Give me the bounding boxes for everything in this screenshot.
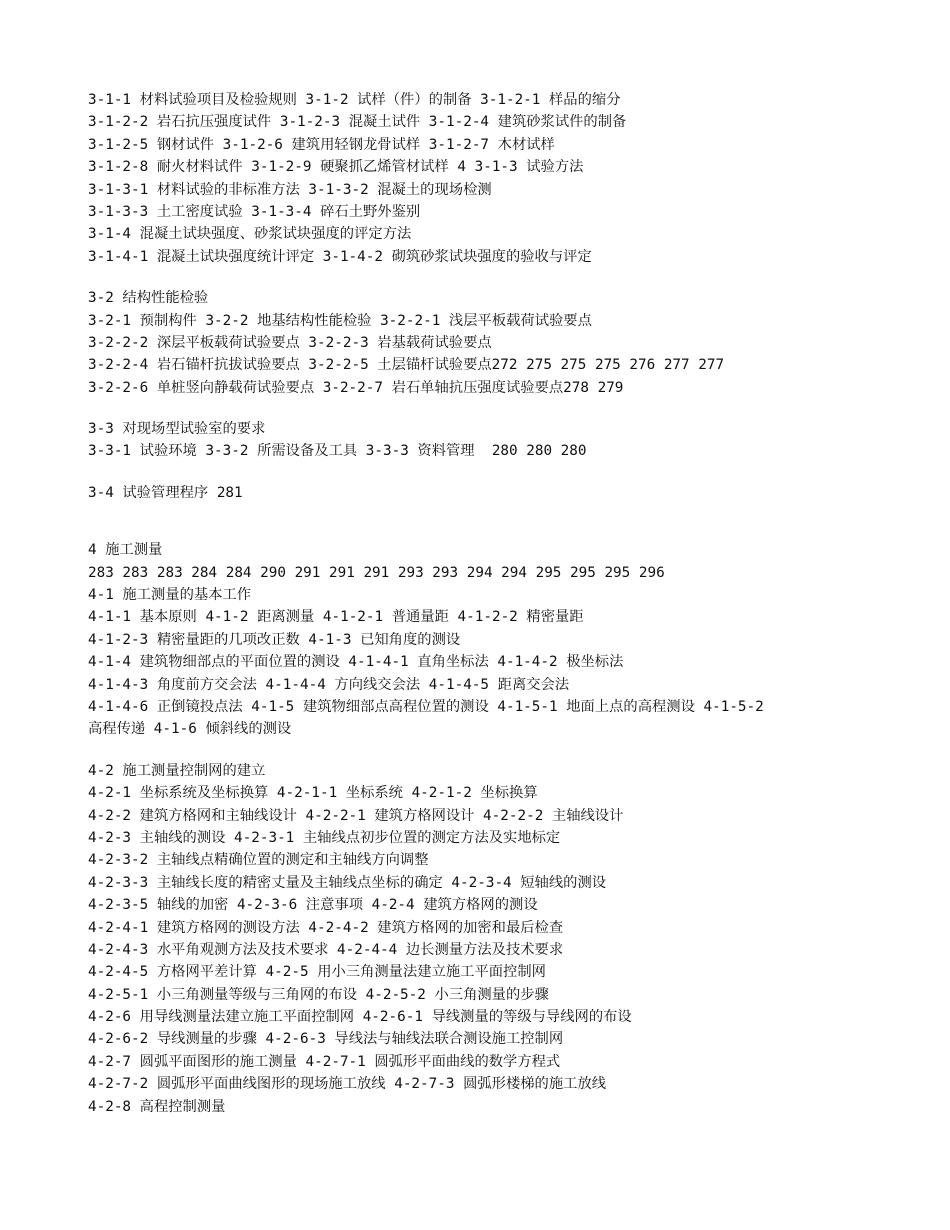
text-line: 4-2-5-1 小三角测量等级与三角网的布设 4-2-5-2 小三角测量的步骤 — [88, 986, 549, 1003]
text-line: 4-2-3-5 轴线的加密 4-2-3-6 注意事项 4-2-4 建筑方格网的测设 — [88, 897, 538, 914]
text-line: 3-2-2-2 深层平板载荷试验要点 3-2-2-3 岩基载荷试验要点 — [88, 334, 492, 351]
document-page — [88, 89, 878, 1118]
text-line: 4-1-2-3 精密量距的几项改正数 4-1-3 已知角度的测设 — [88, 631, 461, 648]
spacer — [88, 504, 878, 539]
block-3-2 — [88, 287, 878, 399]
text-line: 4-2-3-3 主轴线长度的精密丈量及主轴线点坐标的确定 4-2-3-4 短轴线的测设 — [88, 874, 607, 891]
text-line: 3-1-2-2 岩石抗压强度试件 3-1-2-3 混凝土试件 3-1-2-4 建筑砂浆试件的制备 — [88, 114, 627, 131]
text-line: 4-2-3 主轴线的测设 4-2-3-1 主轴线点初步位置的测定方法及实地标定 — [88, 829, 561, 846]
text-line: 4-2-2 建筑方格网和主轴线设计 4-2-2-1 建筑方格网设计 4-2-2-2 主轴线设计 — [88, 807, 624, 824]
text-line: 3-1-2-5 钢材试件 3-1-2-6 建筑用轻钢龙骨试样 3-1-2-7 木材试样 — [88, 136, 555, 153]
text-line: 3-1-2-8 耐火材料试件 3-1-2-9 硬聚抓乙烯管材试样 4 3-1-3 试验方法 — [88, 159, 584, 176]
text-line: 3-1-4-1 混凝土试块强度统计评定 3-1-4-2 砌筑砂浆试块强度的验收与评定 — [88, 248, 592, 265]
text-line: 3-2-2-4 岩石锚杆抗拔试验要点 3-2-2-5 土层锚杆试验要点272 275 275 275 276 277 277 — [88, 357, 725, 374]
section-heading: 4-2 施工测量控制网的建立 — [88, 762, 266, 779]
text-line: 4-2-3-2 主轴线点精确位置的测定和主轴线方向调整 — [88, 852, 429, 869]
page-numbers-line: 283 283 283 284 284 290 291 291 291 293 293 294 294 295 295 295 296 — [88, 564, 665, 581]
text-line: 4-1-4 建筑物细部点的平面位置的测设 4-1-4-1 直角坐标法 4-1-4-2 极坐标法 — [88, 654, 624, 671]
spacer — [88, 268, 878, 287]
text-line: 4-2-7-2 圆弧形平面曲线图形的现场施工放线 4-2-7-3 圆弧形楼梯的施工放线 — [88, 1076, 607, 1093]
text-line: 4-2-6 用导线测量法建立施工平面控制网 4-2-6-1 导线测量的等级与导线网的布设 — [88, 1009, 632, 1026]
text-line: 3-2-2-6 单桩竖向静载荷试验要点 3-2-2-7 岩石单轴抗压强度试验要点278 279 — [88, 379, 624, 396]
text-line: 3-1-4 混凝土试块强度、砂浆试块强度的评定方法 — [88, 226, 412, 243]
text-line: 4-2-4-3 水平角观测方法及技术要求 4-2-4-4 边长测量方法及技术要求 — [88, 941, 564, 958]
section-heading: 4-1 施工测量的基本工作 — [88, 587, 252, 604]
text-line: 4-2-4-5 方格网平差计算 4-2-5 用小三角测量法建立施工平面控制网 — [88, 964, 546, 981]
text-line: 高程传递 4-1-6 倾斜线的测设 — [88, 721, 292, 738]
block-3-3 — [88, 418, 878, 463]
text-line: 4-2-4-1 建筑方格网的测设方法 4-2-4-2 建筑方格网的加密和最后检查 — [88, 919, 564, 936]
block-4-2 — [88, 760, 878, 1118]
text-line: 3-2-1 预制构件 3-2-2 地基结构性能检验 3-2-2-1 浅层平板载荷试验要点 — [88, 312, 592, 329]
text-line: 3-1-3-3 土工密度试验 3-1-3-4 碎石土野外鉴别 — [88, 203, 421, 220]
text-line: 4-2-6-2 导线测量的步骤 4-2-6-3 导线法与轴线法联合测设施工控制网 — [88, 1031, 564, 1048]
block-3-1 — [88, 89, 878, 268]
block-4-1 — [88, 539, 878, 741]
section-heading: 3-4 试验管理程序 281 — [88, 484, 243, 501]
spacer — [88, 399, 878, 418]
block-3-4 — [88, 482, 878, 504]
text-line: 4-2-1 坐标系统及坐标换算 4-2-1-1 坐标系统 4-2-1-2 坐标换算 — [88, 785, 538, 802]
chapter-heading: 4 施工测量 — [88, 542, 163, 559]
section-heading: 3-3 对现场型试验室的要求 — [88, 421, 266, 438]
text-line: 4-1-1 基本原则 4-1-2 距离测量 4-1-2-1 普通量距 4-1-2-2 精密量距 — [88, 609, 584, 626]
spacer — [88, 463, 878, 482]
text-line: 4-1-4-6 正倒镜投点法 4-1-5 建筑物细部点高程位置的测设 4-1-5-1 地面上点的高程测设 4-1-5-2 — [88, 698, 764, 715]
text-line: 4-1-4-3 角度前方交会法 4-1-4-4 方向线交会法 4-1-4-5 距离交会法 — [88, 676, 570, 693]
text-line: 4-2-7 圆弧平面图形的施工测量 4-2-7-1 圆弧形平面曲线的数学方程式 — [88, 1053, 561, 1070]
text-line: 4-2-8 高程控制测量 — [88, 1098, 226, 1115]
text-line: 3-1-1 材料试验项目及检验规则 3-1-2 试样（件）的制备 3-1-2-1 样品的缩分 — [88, 92, 621, 108]
section-heading: 3-2 结构性能检验 — [88, 290, 209, 307]
text-line: 3-3-1 试验环境 3-3-2 所需设备及工具 3-3-3 资料管理 280 280 280 — [88, 443, 587, 460]
text-line: 3-1-3-1 材料试验的非标准方法 3-1-3-2 混凝土的现场检测 — [88, 181, 492, 198]
spacer — [88, 741, 878, 760]
